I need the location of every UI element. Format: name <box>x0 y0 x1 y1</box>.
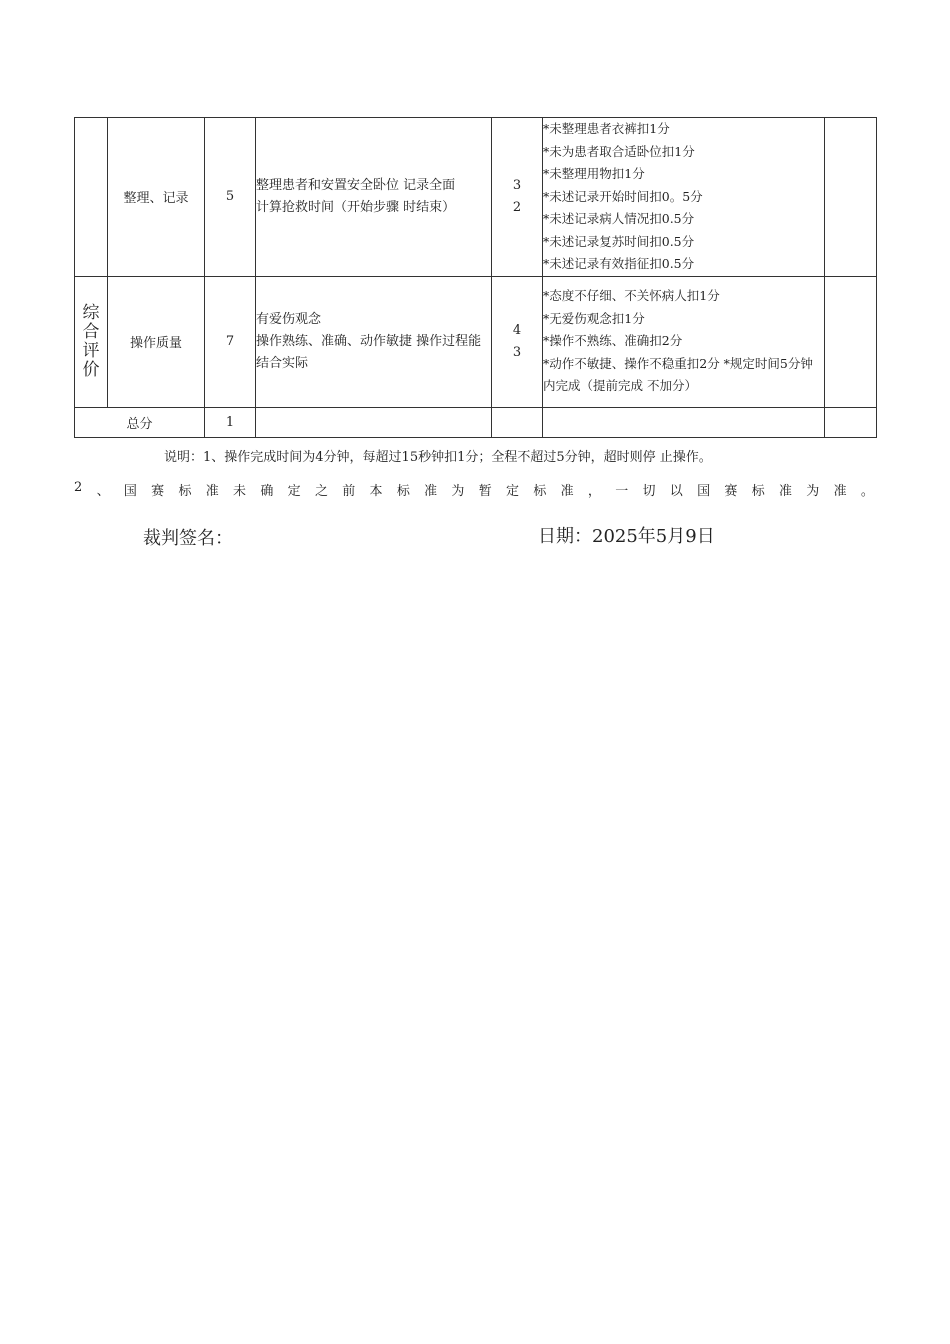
note-char: 2 <box>74 480 83 495</box>
item-cell: 整理、记录 <box>108 118 205 277</box>
empty-cell <box>825 407 877 437</box>
note-char: 标 <box>751 484 765 499</box>
table-row <box>75 118 877 277</box>
total-label: 总分 <box>75 407 205 437</box>
note-char: 准 <box>560 484 574 499</box>
deduction-item: *未述记录有效指征扣0.5分 <box>543 256 695 271</box>
note-char: 为 <box>451 484 465 499</box>
date-text: 日期：2025年5月9日 <box>538 526 715 547</box>
requirement-line: 操作熟练、准确、动作敏捷 操作过程能结合实际 <box>256 333 482 371</box>
points-cell <box>492 118 543 277</box>
requirement-cell <box>256 118 492 277</box>
category-cell <box>75 276 108 407</box>
note-char: 。 <box>860 484 874 499</box>
note-line-2 <box>74 480 874 499</box>
note-char: 前 <box>342 484 356 499</box>
point-value: 4 <box>512 322 522 338</box>
category-cell <box>75 118 108 277</box>
note-char: 确 <box>260 484 274 499</box>
deduction-item: *态度不仔细、不关怀病人扣1分 <box>543 288 720 304</box>
remark-cell <box>825 118 877 277</box>
note-char: 国 <box>697 484 711 499</box>
note-char: 定 <box>287 484 301 499</box>
requirement-line: 整理患者和安置安全卧位 记录全面 <box>256 177 456 193</box>
deduction-item: *未为患者取合适卧位扣1分 <box>543 143 695 159</box>
note-char: 之 <box>314 484 328 499</box>
total-value: 1 <box>205 407 256 437</box>
note-char: 准 <box>778 484 792 499</box>
score-cell: 5 <box>205 118 256 277</box>
deduction-item: *无爱伤观念扣1分 <box>543 310 645 326</box>
remark-cell <box>825 276 877 407</box>
note-char: 标 <box>178 484 192 499</box>
deduction-item: *动作不敏捷、操作不稳重扣2分 *规定时间5分钟内完成（提前完成 不加分） <box>543 355 813 394</box>
empty-cell <box>492 407 543 437</box>
note-char: 以 <box>669 484 683 499</box>
note-line-1: 说明：1、操作完成时间为4分钟，每超过15秒钟扣1分；全程不超过5分钟，超时则停 止操作。 <box>164 450 712 465</box>
note-char: 国 <box>123 484 137 499</box>
points-cell <box>492 276 543 407</box>
note-char: 标 <box>396 484 410 499</box>
deduction-item: *未整理用物扣1分 <box>543 166 645 181</box>
item-cell: 操作质量 <box>108 276 205 407</box>
note-char: 赛 <box>724 484 738 499</box>
point-value: 3 <box>512 177 522 193</box>
deduction-item: *未整理患者衣裤扣1分 <box>543 121 670 136</box>
note-char: 、 <box>96 484 110 499</box>
note-char: 一 <box>615 484 629 499</box>
note-char: 为 <box>806 484 820 499</box>
requirement-cell <box>256 276 492 407</box>
total-row <box>75 407 877 437</box>
point-value: 3 <box>512 344 522 360</box>
note-char: ， <box>587 484 601 499</box>
note-char: 定 <box>506 484 520 499</box>
note-char: 准 <box>424 484 438 499</box>
score-cell: 7 <box>205 276 256 407</box>
note-char: 切 <box>642 484 656 499</box>
note-char: 未 <box>233 484 247 499</box>
scoring-table <box>74 117 877 438</box>
empty-cell <box>543 407 825 437</box>
deduction-cell <box>543 276 825 407</box>
requirement-line: 计算抢救时间（开始步骤 时结束） <box>256 199 456 215</box>
deduction-item: *未述记录开始时间扣0。5分 <box>543 188 703 204</box>
deduction-cell <box>543 118 825 277</box>
deduction-item: *未述记录复苏时间扣0.5分 <box>543 233 695 249</box>
note-char: 赛 <box>151 484 165 499</box>
deduction-item: *未述记录病人情况扣0.5分 <box>543 211 695 226</box>
deduction-item: *操作不熟练、准确扣2分 <box>543 333 683 349</box>
note-char: 本 <box>369 484 383 499</box>
empty-cell <box>256 407 492 437</box>
note-char: 准 <box>833 484 847 499</box>
signature-label: 裁判签名： <box>143 528 233 549</box>
category-label: 综合评价 <box>82 302 100 380</box>
point-value: 2 <box>512 199 522 215</box>
note-char: 准 <box>205 484 219 499</box>
table-row <box>75 276 877 407</box>
note-char: 暂 <box>478 484 492 499</box>
requirement-line: 有爱伤观念 <box>256 311 322 327</box>
note-char: 标 <box>533 484 547 499</box>
